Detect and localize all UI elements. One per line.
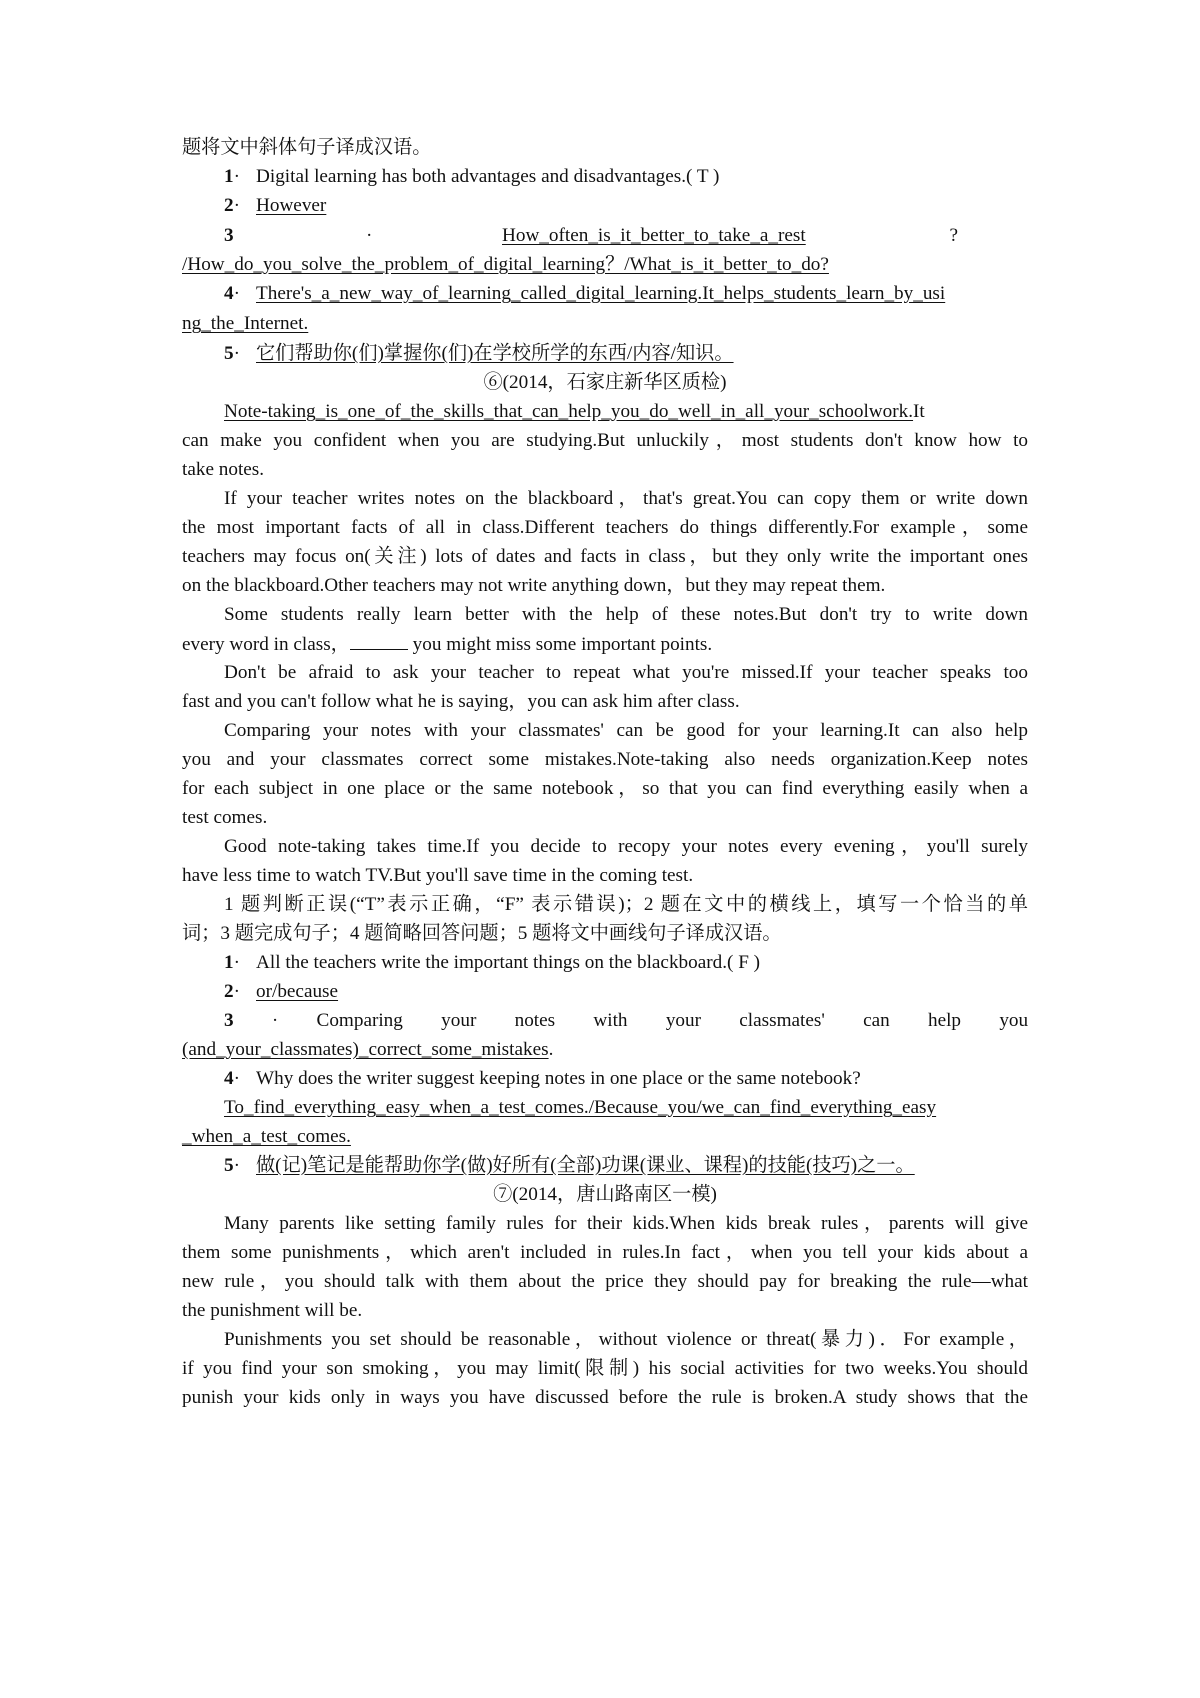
- answer-text: There's_a_new_way_of_learning_called_digital_learning.It_helps_students_learn_by_usi: [256, 283, 946, 304]
- para-7-1-line: the punishment will be.: [182, 1300, 363, 1321]
- para-5-line: test comes.: [182, 807, 268, 828]
- instructions-line: 词；3 题完成句子；4 题简略回答问题；5 题将文中画线句子译成汉语。: [182, 923, 782, 944]
- answer-1: 1· All the teachers write the important things on the blackboard.( F ): [224, 952, 761, 973]
- para-5-line: you and your classmates correct some mistakes.Note-taking also needs organization.Keep notes: [182, 749, 1028, 770]
- para-2-line: on the blackboard.Other teachers may not write anything down，but they may repeat them.: [182, 575, 886, 596]
- para-1-line: Note-taking_is_one_of_the_skills_that_can_help_you_do_well_in_all_your_schoolwork.It: [224, 401, 925, 422]
- para-7-1-line: Many parents like setting family rules for their kids.When kids break rules，parents will give: [224, 1213, 1028, 1234]
- answer-text: 它们帮助你(们)掌握你(们)在学校所学的东西/内容/知识。: [256, 343, 734, 364]
- fill-in-blank: [350, 631, 408, 650]
- para-1-line: can make you confident when you are studying.But unluckily，most students don't know how to: [182, 430, 1028, 451]
- answer-number: 4·: [224, 283, 240, 304]
- answer-3-line2: [182, 252, 1028, 278]
- para-2-line: the most important facts of all in class.Different teachers do things differently.For example，some: [182, 517, 1028, 538]
- instructions-line: 1 题判断正误(“T”表示正确，“F” 表示错误)；2 题在文中的横线上，填写一个恰当的单: [224, 894, 1028, 915]
- answer-3-line1: 3 · Comparing your notes with your classmates' can help you: [224, 1010, 1029, 1031]
- answer-3-line2: (and_your_classmates)_correct_some_mistakes.: [182, 1039, 554, 1060]
- answer-number: 5·: [224, 343, 240, 364]
- answer-4-line1: To_find_everything_easy_when_a_test_comes./Because_you/we_can_find_everything_easy: [224, 1097, 937, 1118]
- answer-1: [224, 164, 1028, 190]
- answer-number: 2·: [224, 195, 240, 216]
- para-6-line: have less time to watch TV.But you'll save time in the coming test.: [182, 865, 694, 886]
- answer-text: Digital learning has both advantages and disadvantages.( T ): [256, 166, 720, 187]
- answer-5: 5· 做(记)笔记是能帮助你学(做)好所有(全部)功课(课业、课程)的技能(技巧)之一。: [224, 1155, 915, 1176]
- para-7-2-line: if you find your son smoking，you may limit(限制) his social activities for two weeks.You should: [182, 1358, 1028, 1379]
- answer-text: How_often_is_it_better_to_take_a_rest ?: [502, 225, 958, 246]
- para-4-line: fast and you can't follow what he is saying，you can ask him after class.: [182, 691, 740, 712]
- para-7-1-line: them some punishments，which aren't included in rules.In fact，when you tell your kids about a: [182, 1242, 1028, 1263]
- para-2-line: If your teacher writes notes on the blackboard，that's great.You can copy them or write down: [224, 488, 1028, 509]
- answer-4-line2: [182, 311, 1028, 337]
- answer-number: 1·: [224, 166, 240, 187]
- para-5-line: Comparing your notes with your classmates' can be good for your learning.It can also help: [224, 720, 1028, 741]
- para-3-line: every word in class， you might miss some important points.: [182, 631, 1028, 658]
- answer-text: /How_do_you_solve_the_problem_of_digital_learning？/What_is_it_better_to_do?: [182, 254, 829, 275]
- question-4: 4· Why does the writer suggest keeping notes in one place or the same notebook?: [224, 1068, 861, 1089]
- para-7-2-line: Punishments you set should be reasonable，without violence or threat(暴力)．For example，: [224, 1329, 1028, 1350]
- para-4-line: Don't be afraid to ask your teacher to repeat what you're missed.If your teacher speaks too: [224, 662, 1028, 683]
- para-1-line: take notes.: [182, 459, 265, 480]
- answer-2: [224, 193, 1028, 219]
- para-6-line: Good note-taking takes time.If you decide to recopy your notes every evening，you'll surely: [224, 836, 1028, 857]
- para-3-line: Some students really learn better with the help of these notes.But don't try to write down: [224, 604, 1028, 625]
- section-heading-6: ⑥(2014，石家庄新华区质检): [483, 372, 727, 393]
- answer-4-line2: _when_a_test_comes.: [182, 1126, 351, 1147]
- answer-2: 2· or/because: [224, 981, 339, 1002]
- answer-number: 3: [224, 225, 234, 246]
- instruction-tail: 题将文中斜体句子译成汉语。: [182, 137, 432, 158]
- answer-text: ng_the_Internet.: [182, 313, 309, 334]
- para-5-line: for each subject in one place or the same notebook，so that you can find everything easily when a: [182, 778, 1028, 799]
- para-7-1-line: new rule，you should talk with them about the price they should pay for breaking the rule—what: [182, 1271, 1028, 1292]
- para-2-line: teachers may focus on(关注) lots of dates and facts in class，but they only write the important ones: [182, 546, 1028, 567]
- answer-text: However: [256, 195, 327, 216]
- answer-5: [224, 341, 1028, 367]
- para-7-2-line: punish your kids only in ways you have discussed before the rule is broken.A study shows that the: [182, 1387, 1028, 1408]
- section-heading-7: ⑦(2014，唐山路南区一模): [493, 1184, 717, 1205]
- answer-4-line1: [224, 281, 1028, 307]
- answer-dot: ·: [366, 225, 373, 246]
